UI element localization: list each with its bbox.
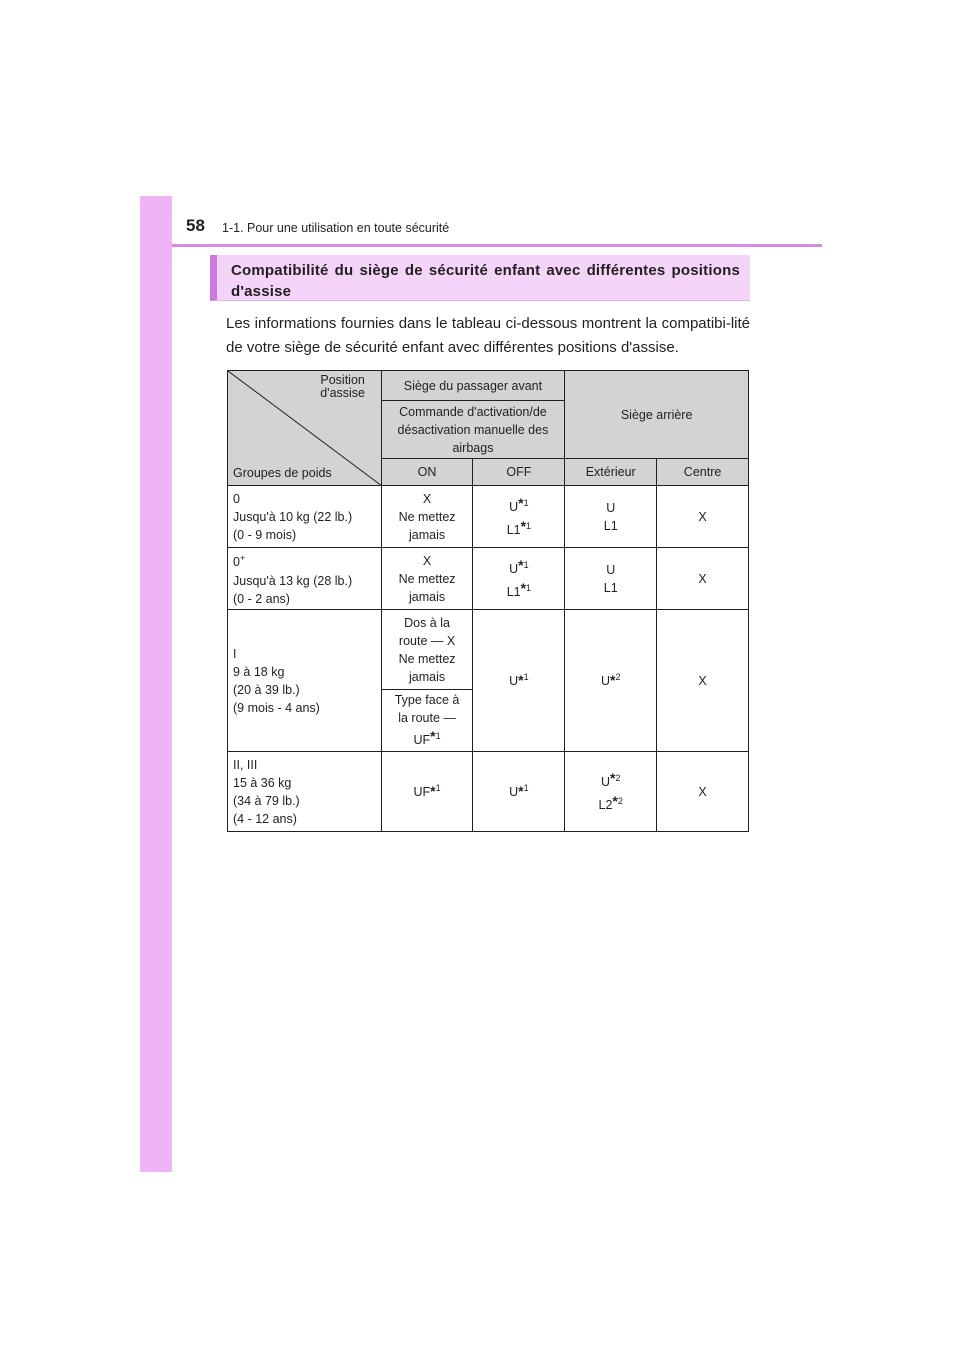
footnote-number: 2	[617, 795, 623, 806]
footnote-number: 1	[526, 520, 532, 531]
cell-line: L1	[603, 580, 618, 595]
group-weight: 15 à 36 kg	[233, 775, 292, 790]
cell-line: jamais	[408, 527, 446, 542]
chapter-sidebar-tab	[140, 196, 172, 1172]
intro-paragraph: Les informations fournies dans le tableau ci-dessous montrent la compatibi-lité de votre siège de sécurité enfant avec différentes positions d'assise.	[226, 315, 750, 356]
cell-line	[565, 769, 656, 791]
cell-line: L1	[603, 518, 618, 533]
cell-code: U	[600, 674, 610, 689]
cell-code: L1	[506, 584, 521, 599]
on-cell	[381, 752, 473, 832]
footnote-number: 1	[435, 783, 441, 794]
center-cell: X	[657, 610, 749, 752]
footnote-asterisk-icon: *	[518, 557, 524, 574]
group-age: (4 - 12 ans)	[233, 811, 297, 826]
footnote-asterisk-icon: *	[518, 495, 524, 512]
off-cell	[473, 486, 565, 548]
rear-seat-header: Siège arrière	[565, 371, 749, 459]
cell-line	[473, 556, 564, 578]
cell-line	[382, 727, 473, 749]
col-on-header: ON	[381, 459, 473, 486]
col-off-header: OFF	[473, 459, 565, 486]
section-heading-box	[210, 255, 750, 301]
table-row	[228, 610, 749, 690]
weight-group-cell	[228, 610, 382, 752]
cell-line: jamais	[408, 669, 446, 684]
cell-code: UF	[413, 733, 431, 748]
footnote-number: 2	[615, 672, 621, 683]
center-cell: X	[657, 486, 749, 548]
group-code: 0	[233, 491, 240, 506]
footnote-asterisk-icon: *	[430, 728, 436, 745]
cell-line: Type face à	[394, 693, 460, 708]
footnote-number: 1	[523, 783, 529, 794]
cell-line: Ne mettez	[398, 571, 456, 586]
chapter-title: 1-1. Pour une utilisation en toute sécurité	[222, 221, 450, 235]
group-code: II, III	[233, 757, 258, 772]
cell-code: U	[509, 562, 519, 577]
group-code-text: 0	[233, 555, 240, 570]
group-weight: Jusqu'à 13 kg (28 lb.)	[233, 573, 353, 588]
cell-line: Dos à la	[404, 615, 450, 630]
cell-line	[473, 579, 564, 601]
front-seat-header: Siège du passager avant	[381, 371, 565, 401]
cell-line: la route —	[398, 711, 456, 726]
center-cell: X	[657, 752, 749, 832]
cell-line: Ne mettez	[398, 651, 456, 666]
compatibility-table	[227, 370, 749, 832]
group-code: I	[233, 646, 237, 661]
group-age: (0 - 9 mois)	[233, 527, 297, 542]
footnote-number: 1	[523, 672, 529, 683]
cell-line: Ne mettez	[398, 509, 456, 524]
footnote-asterisk-icon: *	[518, 672, 524, 689]
cell-code: U	[509, 674, 519, 689]
on-cell	[381, 486, 473, 548]
col-outer-header: Extérieur	[565, 459, 657, 486]
cell-line	[473, 517, 564, 539]
footnote-number: 1	[526, 582, 532, 593]
outer-cell	[565, 610, 657, 752]
section-title: Compatibilité du siège de sécurité enfant avec différentes positions d'assise	[231, 262, 740, 300]
group-age: (9 mois - 4 ans)	[233, 700, 320, 715]
off-cell	[473, 548, 565, 610]
group-code-sup: +	[239, 553, 246, 564]
footnote-number: 1	[435, 731, 441, 742]
weight-group-cell	[228, 548, 382, 610]
table-row	[228, 548, 749, 610]
footnote-asterisk-icon: *	[520, 579, 527, 596]
group-weight: Jusqu'à 10 kg (22 lb.)	[233, 509, 353, 524]
table-row	[228, 486, 749, 548]
group-code	[233, 549, 381, 571]
group-age: (0 - 2 ans)	[233, 591, 290, 606]
airbag-switch-header: Commande d'activation/de désactivation manuelle des airbags	[381, 401, 565, 459]
footnote-number: 1	[523, 498, 529, 509]
on-cell	[381, 548, 473, 610]
page-number: 58	[186, 216, 205, 235]
header-rule	[172, 244, 822, 247]
center-cell: X	[657, 548, 749, 610]
on-cell-rear-facing	[381, 610, 473, 690]
off-cell	[473, 752, 565, 832]
off-cell	[473, 610, 565, 752]
cell-code: U	[509, 500, 519, 515]
table-corner-cell	[228, 371, 382, 486]
footnote-asterisk-icon: *	[520, 517, 527, 534]
group-weight-lb: (34 à 79 lb.)	[233, 793, 300, 808]
footnote-asterisk-icon: *	[609, 672, 616, 689]
cell-line: X	[422, 553, 432, 568]
group-weight-lb: (20 à 39 lb.)	[233, 682, 300, 697]
weight-group-cell	[228, 486, 382, 548]
cell-line: jamais	[408, 589, 446, 604]
footnote-number: 1	[523, 560, 529, 571]
cell-line: route — X	[398, 633, 456, 648]
cell-code: U	[509, 785, 519, 800]
seat-position-label: Position d'assise	[320, 373, 366, 400]
cell-code: L2	[598, 797, 613, 812]
outer-cell	[565, 486, 657, 548]
col-center-header: Centre	[657, 459, 749, 486]
outer-cell	[565, 548, 657, 610]
footnote-asterisk-icon: *	[430, 783, 436, 800]
table-row	[228, 752, 749, 832]
cell-line	[565, 792, 656, 814]
group-weight: 9 à 18 kg	[233, 664, 285, 679]
cell-code: UF	[413, 785, 431, 800]
cell-code: U	[600, 775, 610, 790]
on-cell-forward-facing	[381, 690, 473, 752]
cell-line: U	[606, 500, 616, 515]
weight-group-cell	[228, 752, 382, 832]
footnote-asterisk-icon: *	[518, 783, 524, 800]
cell-line: X	[422, 491, 432, 506]
footnote-number: 2	[615, 773, 621, 784]
footnote-asterisk-icon: *	[609, 770, 616, 787]
cell-code: L1	[506, 522, 521, 537]
footnote-asterisk-icon: *	[612, 792, 618, 809]
weight-group-label: Groupes de poids	[233, 466, 332, 480]
outer-cell	[565, 752, 657, 832]
cell-line: U	[606, 562, 616, 577]
cell-line	[473, 494, 564, 516]
